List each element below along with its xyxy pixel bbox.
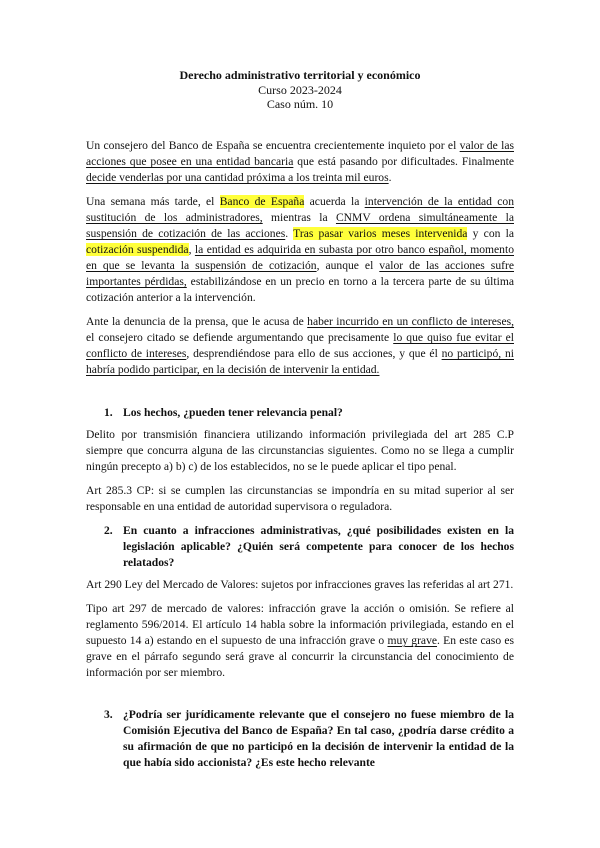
question-1: 1. Los hechos, ¿pueden tener relevancia penal? [104, 406, 343, 419]
case-number: Caso núm. 10 [266, 97, 334, 111]
document-title: Derecho administrativo territorial y económico [179, 68, 421, 82]
answer-1-paragraph-2: Art 285.3 CP: si se cumplen las circunstancias se impondría en su mitad superior al ser responsable en una entidad de autoridad supervisora o reguladora. [86, 484, 514, 513]
case-statement [86, 138, 514, 386]
answer-1-paragraph-1: Delito por transmisión financiera utilizando información privilegiada del art 285 C.P siempre que concurra alguna de las circunstancias siguientes. Como no se llega a cumplir ningún precepto a) b) c) de los establecidos, no se le puede aplicar el tipo penal. [86, 428, 514, 473]
questions-section [86, 405, 514, 777]
answer-2-paragraph-1: Art 290 Ley del Mercado de Valores: sujetos por infracciones graves las referidas al art 271. [86, 578, 514, 591]
document-header [0, 68, 600, 112]
highlight-banco-espana: Banco de España [219, 195, 305, 208]
answer-2-paragraph-2: Tipo art 297 de mercado de valores: infracción grave la acción o omisión. Se refiere al reglamento 596/2014. El artículo 14 habla sobre la información privilegiada, estando en el supuesto 14 a) estando en el supuesto de una infracción grave o muy grave. En este caso es grave en el párrafo segundo será grave al concurrir la circunstancia del conocimiento de información por ser miembro. [86, 602, 515, 679]
paragraph-1: Un consejero del Banco de España se encuentra crecientemente inquieto por el valor de las acciones que posee en una entidad bancaria que está pasando por dificultades. Finalmente decide venderlas por una cantidad próxima a los treinta mil euros. [86, 139, 514, 184]
course-year: Curso 2023-2024 [258, 82, 342, 97]
question-3: 3. ¿Podría ser jurídicamente relevante que el consejero no fuese miembro de la Comisión Ejecutiva del Banco de España? En tal caso, ¿podría darse crédito a su afirmación de que no participó en la decisión de intervenir la entidad de la que había sido accionista? ¿Es este hecho relevante [104, 708, 514, 769]
highlight-cotizacion: cotización suspendida [86, 243, 189, 256]
paragraph-3: Ante la denuncia de la prensa, que le acusa de haber incurrido en un conflicto de intereses, el consejero citado se defiende argumentando que precisamente lo que quiso fue evitar el conflicto de intereses, desprendiéndose para ello de sus acciones, y que él no participó, ni habría podido participar, en la decisión de intervenir la entidad. [86, 315, 515, 376]
question-2: 2. En cuanto a infracciones administrativas, ¿qué posibilidades existen en la legislación aplicable? ¿Quién será competente para conocer de los hechos relatados? [104, 524, 514, 569]
paragraph-2: Una semana más tarde, el Banco de España acuerda la intervención de la entidad con sustitución de los administradores, mientras la CNMV ordena simultáneamente la suspensión de cotización de las acciones. Tras pasar varios meses intervenida y con la cotización suspendida, la entidad es adquirida en subasta por otro banco español, momento en que se levanta la suspensión de cotización, aunque el valor de las acciones sufre importantes pérdidas, estabilizándose en un precio en torno a la tercera parte de su última cotización anterior a la intervención. [86, 195, 515, 304]
highlight-intervenida: Tras pasar varios meses intervenida [293, 227, 468, 240]
